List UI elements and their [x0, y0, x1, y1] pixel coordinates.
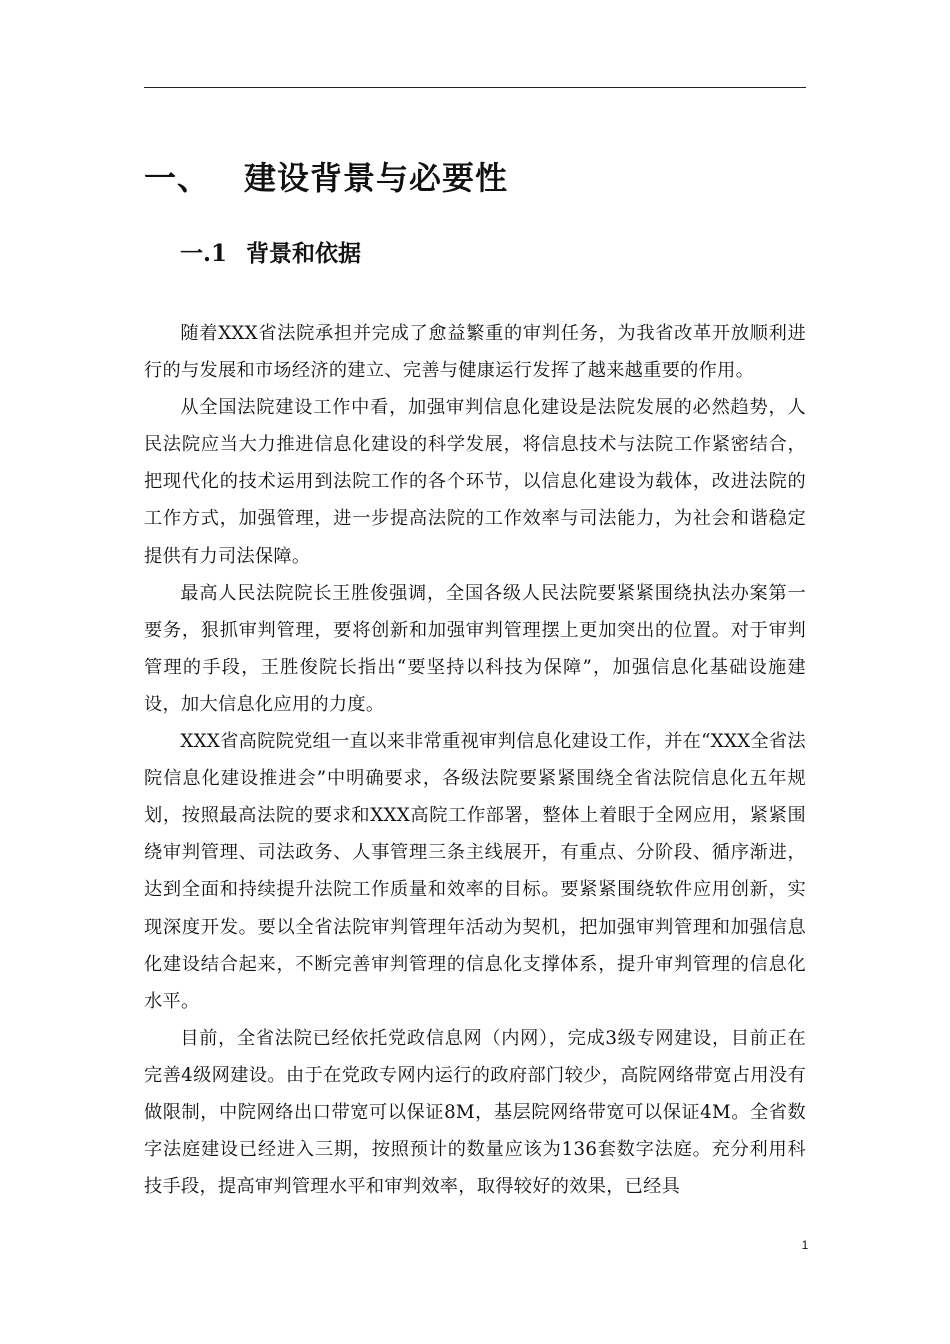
subsection-number: 一.1	[180, 240, 228, 267]
paragraph: 目前，全省法院已经依托党政信息网（内网），完成3级专网建设，目前正在完善4级网建设。由于在党政专网内运行的政府部门较少，高院网络带宽占用没有做限制，中院网络出口带宽可以保证8M，基层院网络带宽可以保证4M。全省数字法庭建设已经进入三期，按照预计的数量应该为136套数字法庭。充分利用科技手段，提高审判管理水平和审判效率，取得较好的效果，已经具	[144, 1027, 806, 1198]
header-rule	[144, 87, 806, 88]
section-number: 一、	[144, 159, 211, 197]
section-heading	[144, 156, 508, 200]
paragraph: 随着XXX省法院承担并完成了愈益繁重的审判任务，为我省改革开放顺利进行的与发展和市场经济的建立、完善与健康运行发挥了越来越重要的作用。	[144, 323, 806, 382]
page-number: 1	[801, 1238, 809, 1252]
subsection-title: 背景和依据	[246, 240, 361, 267]
paragraph: 最高人民法院院长王胜俊强调，全国各级人民法院要紧紧围绕执法办案第一要务，狠抓审判管理，要将创新和加强审判管理摆上更加突出的位置。对于审判管理的手段，王胜俊院长指出“要坚持以科技为保障”，加强信息化基础设施建设，加大信息化应用的力度。	[144, 582, 806, 715]
paragraph: XXX省高院院党组一直以来非常重视审判信息化建设工作，并在“XXX全省法院信息化建设推进会”中明确要求，各级法院要紧紧围绕全省法院信息化五年规划，按照最高法院的要求和XXX高院工作部署，整体上着眼于全网应用，紧紧围绕审判管理、司法政务、人事管理三条主线展开，有重点、分阶段、循序渐进，达到全面和持续提升法院工作质量和效率的目标。要紧紧围绕软件应用创新，实现深度开发。要以全省法院审判管理年活动为契机，把加强审判管理和加强信息化建设结合起来，不断完善审判管理的信息化支撑体系，提升审判管理的信息化水平。	[144, 731, 806, 1012]
subsection-heading	[180, 238, 361, 270]
body-text	[144, 315, 806, 1205]
section-title: 建设背景与必要性	[244, 159, 509, 197]
paragraph: 从全国法院建设工作中看，加强审判信息化建设是法院发展的必然趋势，人民法院应当大力推进信息化建设的科学发展，将信息技术与法院工作紧密结合，把现代化的技术运用到法院工作的各个环节，以信息化建设为载体，改进法院的工作方式，加强管理，进一步提高法院的工作效率与司法能力，为社会和谐稳定提供有力司法保障。	[144, 397, 806, 567]
